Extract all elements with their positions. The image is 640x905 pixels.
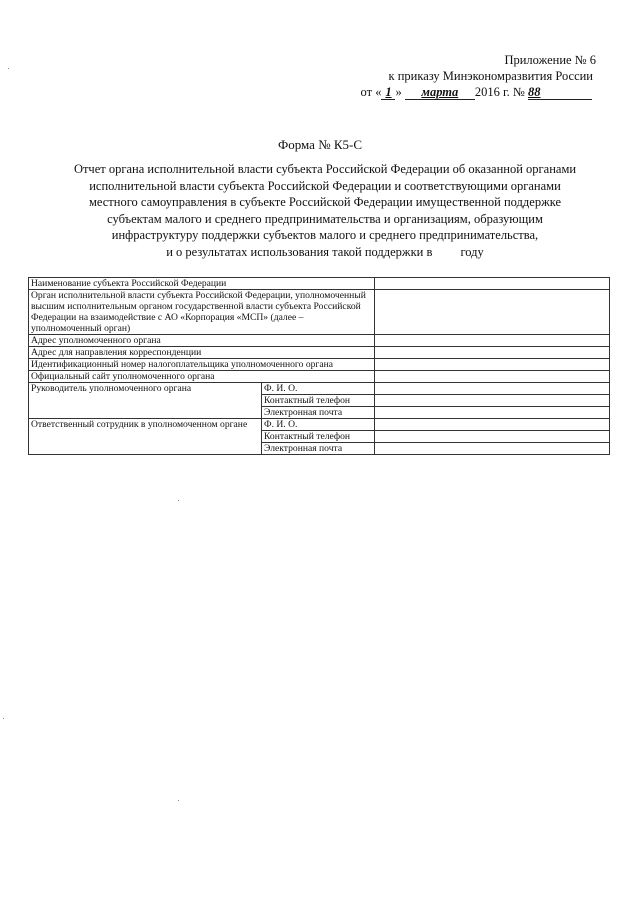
table-row	[29, 335, 610, 347]
sub-label: Контактный телефон	[262, 431, 375, 443]
table-row	[29, 278, 610, 290]
scan-speck	[178, 800, 179, 801]
row-value	[375, 443, 610, 455]
order-reference: к приказу Минэкономразвития России	[388, 69, 593, 83]
sub-label: Ф. И. О.	[262, 419, 375, 431]
table-row	[29, 383, 610, 395]
staff-label: Ответственный сотрудник в уполномоченном органе	[29, 419, 262, 455]
table-row	[29, 359, 610, 371]
row-value	[375, 347, 610, 359]
order-number: 88	[528, 86, 592, 100]
report-line: исполнительной власти субъекта Российской Федерации и соответствующими органами	[89, 178, 561, 193]
row-label: Идентификационный номер налогоплательщика уполномоченного органа	[29, 359, 375, 371]
date-month: марта	[405, 86, 475, 100]
sub-label: Электронная почта	[262, 443, 375, 455]
row-value	[375, 431, 610, 443]
date-day: 1	[381, 86, 395, 100]
scan-speck	[178, 500, 179, 501]
scan-speck	[8, 68, 9, 69]
scan-speck	[3, 718, 4, 719]
row-label: Официальный сайт уполномоченного органа	[29, 371, 375, 383]
row-value	[375, 359, 610, 371]
row-value	[375, 290, 610, 335]
row-value	[375, 395, 610, 407]
table-row	[29, 371, 610, 383]
date-prefix: от «	[360, 85, 382, 99]
row-value	[375, 371, 610, 383]
order-date-line	[361, 85, 592, 100]
row-value	[375, 335, 610, 347]
report-line: субъектам малого и среднего предпринимательства и организациям, образующим	[107, 211, 543, 226]
report-title	[40, 161, 610, 261]
report-line: и о результатах использования такой поддержки в году	[166, 244, 484, 259]
table-row	[29, 419, 610, 431]
row-value	[375, 278, 610, 290]
row-label: Орган исполнительной власти субъекта Российской Федерации, уполномоченный высшим исполнительным органом государственной власти субъекта Российской Федерации на взаимодействие с АО «Корпорация «МСП» (далее – уполномоченный орган)	[29, 290, 375, 335]
report-line: Отчет органа исполнительной власти субъекта Российской Федерации об оказанной органами	[73, 162, 577, 176]
report-line: местного самоуправления в субъекте Российской Федерации имущественной поддержке	[88, 195, 562, 210]
date-year: 2016 г. №	[474, 85, 525, 99]
report-line: инфраструктуру поддержки субъектов малого и среднего предпринимательства,	[111, 228, 539, 243]
form-title: Форма № К5-С	[277, 137, 363, 152]
sub-label: Контактный телефон	[262, 395, 375, 407]
sub-label: Электронная почта	[262, 407, 375, 419]
row-label: Адрес уполномоченного органа	[29, 335, 375, 347]
head-label: Руководитель уполномоченного органа	[29, 383, 262, 419]
date-mid: »	[395, 85, 402, 99]
row-value	[375, 407, 610, 419]
appendix-label: Приложение № 6	[504, 53, 596, 67]
row-label: Адрес для направления корреспонденции	[29, 347, 375, 359]
row-value	[375, 419, 610, 431]
info-table	[28, 277, 610, 455]
sub-label: Ф. И. О.	[262, 383, 375, 395]
table-row	[29, 290, 610, 335]
row-label: Наименование субъекта Российской Федерации	[29, 278, 375, 290]
row-value	[375, 383, 610, 395]
table-row	[29, 347, 610, 359]
